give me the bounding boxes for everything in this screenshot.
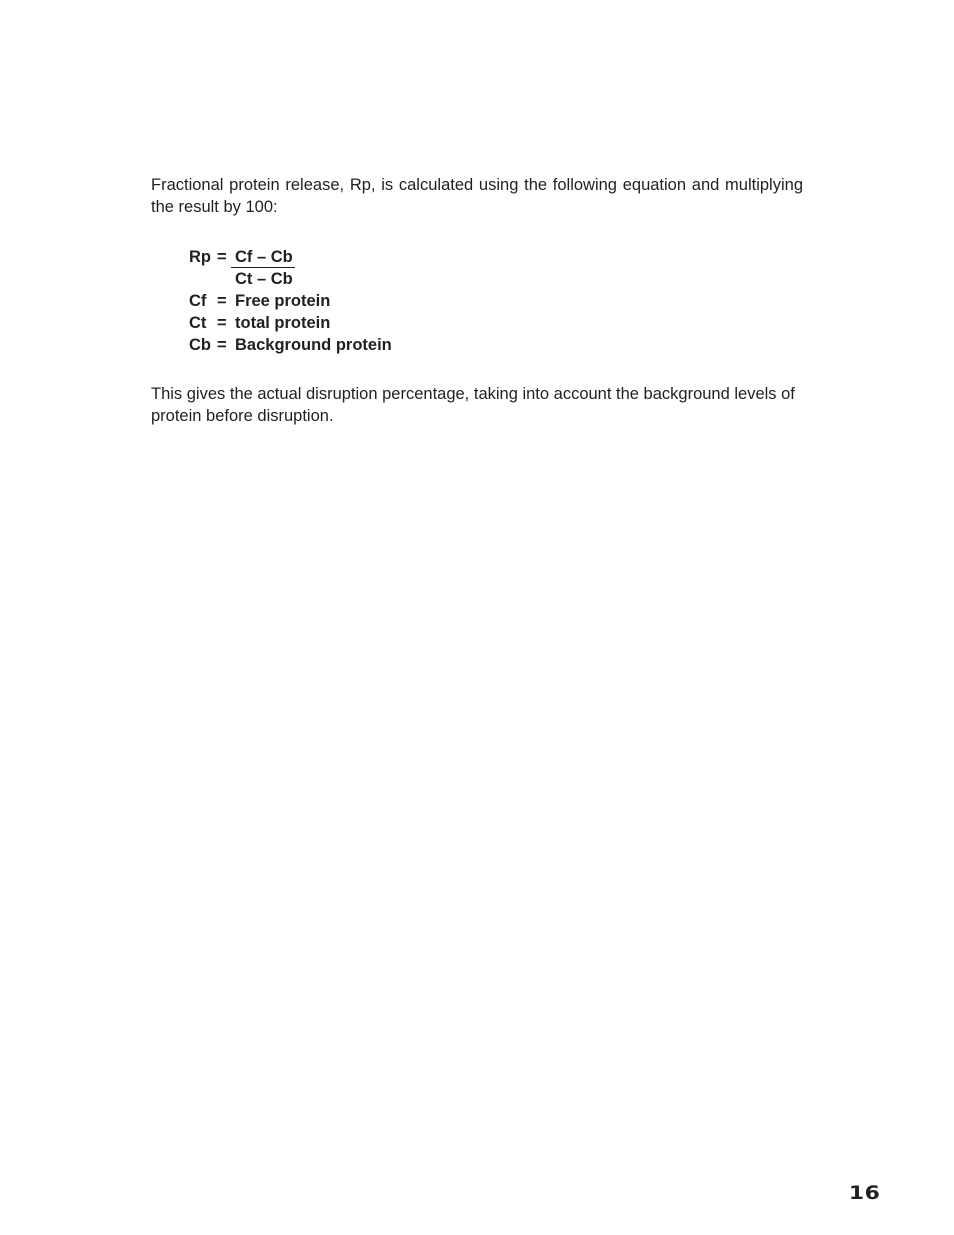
definition-row [189,290,330,312]
definition-meaning: Free protein [235,292,331,310]
definition-equals: = [217,314,227,332]
fraction-denominator: Ct – Cb [235,270,293,288]
definition-row [189,312,330,334]
definition-symbol: Cf [189,292,207,310]
definition-meaning: total protein [235,314,331,332]
equation-denominator-row [189,268,293,290]
definition-meaning: Background protein [235,336,392,354]
equation-main-row [189,246,295,268]
definition-equals: = [217,336,227,354]
equation-equals: = [217,248,227,266]
intro-paragraph: Fractional protein release, Rp, is calculated using the following equation and multiplying the result by 100: [151,176,803,216]
fraction-numerator: Cf – Cb [231,247,295,268]
definition-row [189,334,392,356]
equation-lhs: Rp [189,248,211,266]
definition-symbol: Ct [189,314,207,332]
page-number: 16 [848,1182,880,1204]
closing-paragraph: This gives the actual disruption percentage, taking into account the background levels of protein before disruption. [151,385,795,425]
definition-equals: = [217,292,227,310]
definition-symbol: Cb [189,336,211,354]
